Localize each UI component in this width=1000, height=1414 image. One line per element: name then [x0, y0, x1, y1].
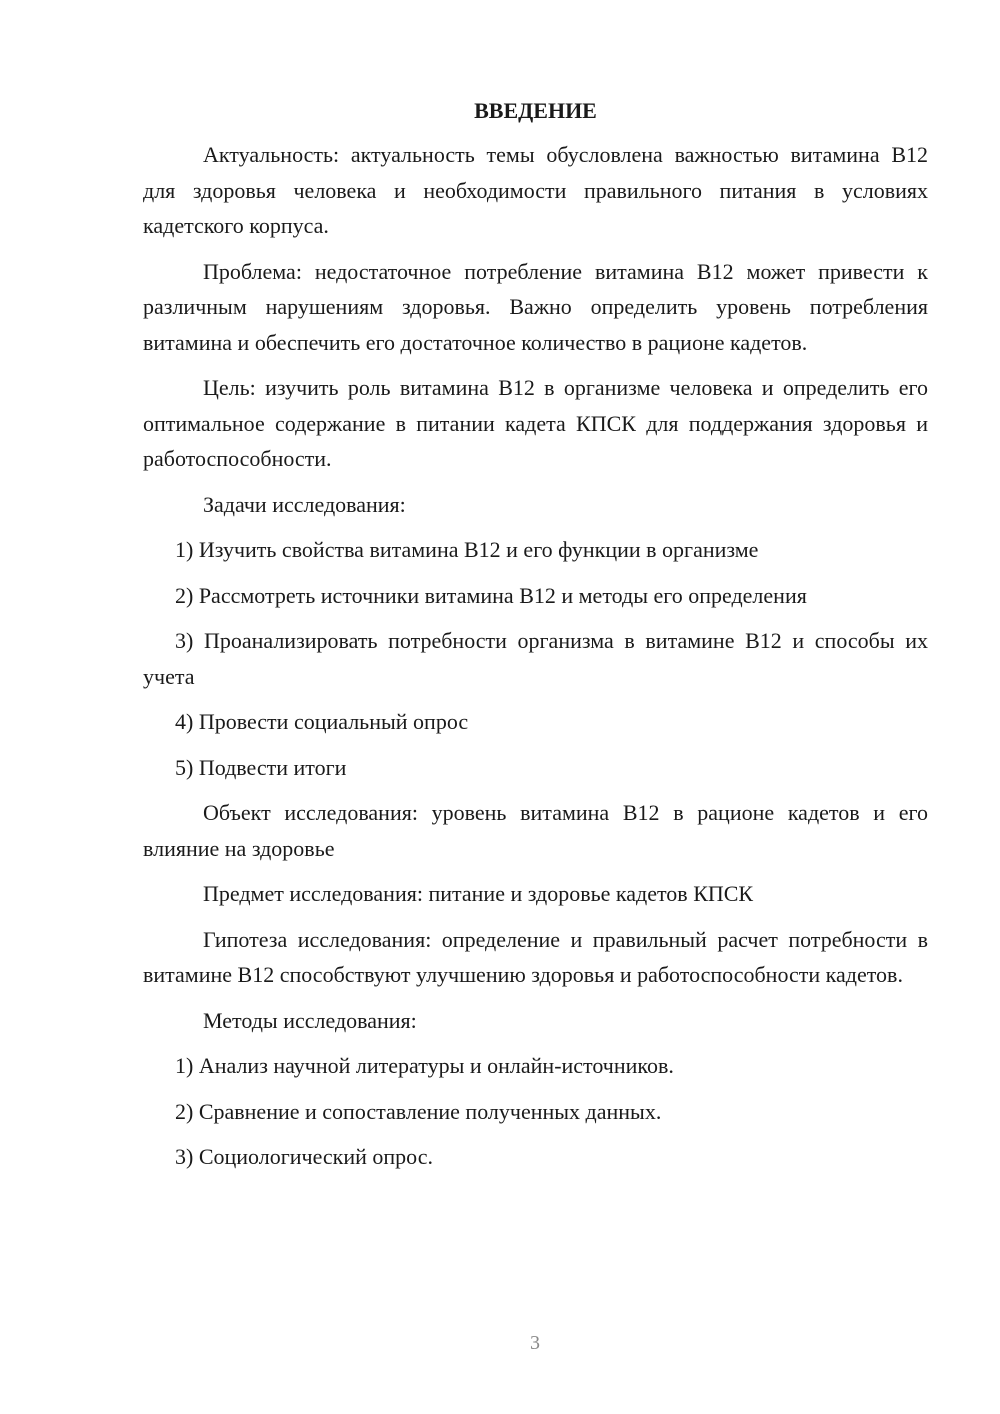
tasks-heading: Задачи исследования: [203, 491, 406, 517]
problem-paragraph: Проблема: недостаточное потребление витамина В12 может привести к различным нарушениям здоровья. Важно определить уровень потребления витамина и обеспечить его достаточное количество в рационе кадетов. [143, 258, 928, 355]
method-item: 3) Социологический опрос. [175, 1144, 433, 1169]
hypothesis-paragraph: Гипотеза исследования: определение и правильный расчет потребности в витамине В12 способствуют улучшению здоровья и работоспособности кадетов. [143, 926, 928, 987]
page-number: 3 [530, 1332, 540, 1354]
task-item: 5) Подвести итоги [175, 754, 347, 780]
tasks-list [143, 532, 928, 785]
method-item: 1) Анализ научной литературы и онлайн-источников. [175, 1053, 674, 1078]
methods-list [143, 1048, 928, 1175]
task-item: 3) Проанализировать потребности организма в витамине В12 и способы их учета [143, 628, 928, 689]
methods-heading: Методы исследования: [203, 1007, 417, 1033]
section-title: ВВЕДЕНИЕ [474, 98, 597, 123]
subject-paragraph: Предмет исследования: питание и здоровье кадетов КПСК [203, 881, 754, 906]
object-paragraph: Объект исследования: уровень витамина В12 в рационе кадетов и его влияние на здоровье [143, 800, 928, 861]
task-item: 1) Изучить свойства витамина В12 и его функции в организме [175, 537, 759, 562]
goal-paragraph: Цель: изучить роль витамина В12 в организме человека и определить его оптимальное содержание в питании кадета КПСК для поддержания здоровья и работоспособности. [143, 375, 928, 471]
document-page [143, 95, 928, 1185]
task-item: 2) Рассмотреть источники витамина В12 и методы его определения [175, 582, 807, 608]
relevance-paragraph: Актуальность: актуальность темы обусловлена важностью витамина В12 для здоровья человека и необходимости правильного питания в условиях кадетского корпуса. [143, 142, 928, 238]
method-item: 2) Сравнение и сопоставление полученных данных. [175, 1098, 662, 1124]
task-item: 4) Провести социальный опрос [175, 709, 469, 734]
